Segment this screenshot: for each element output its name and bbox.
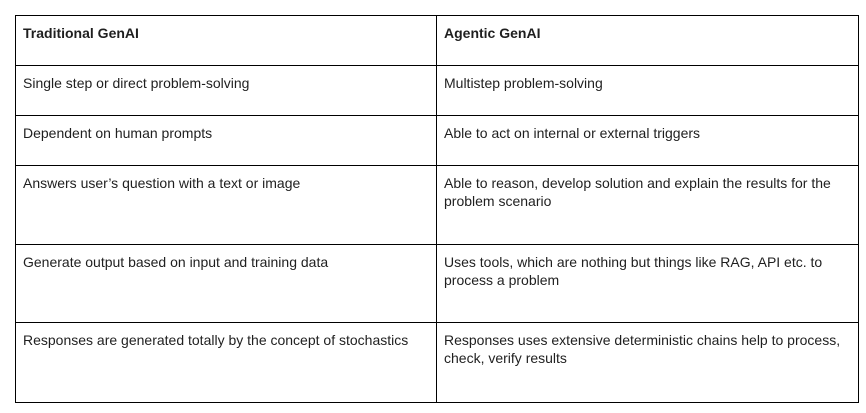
header-agentic-genai: Agentic GenAI [437,16,859,66]
table-row [16,323,859,403]
comparison-table [15,15,859,403]
traditional-cell: Single step or direct problem-solving [16,66,437,116]
agentic-cell: Responses uses extensive deterministic chains help to process, check, verify results [437,323,859,403]
traditional-cell: Answers user’s question with a text or image [16,166,437,245]
table-row [16,116,859,166]
traditional-cell: Dependent on human prompts [16,116,437,166]
agentic-cell: Uses tools, which are nothing but things like RAG, API etc. to process a problem [437,245,859,323]
table-row [16,66,859,116]
table-row [16,166,859,245]
table-header-row [16,16,859,66]
agentic-cell: Able to act on internal or external triggers [437,116,859,166]
agentic-cell: Able to reason, develop solution and explain the results for the problem scenario [437,166,859,245]
agentic-cell: Multistep problem-solving [437,66,859,116]
table-row [16,245,859,323]
traditional-cell: Responses are generated totally by the concept of stochastics [16,323,437,403]
traditional-cell: Generate output based on input and training data [16,245,437,323]
header-traditional-genai: Traditional GenAI [16,16,437,66]
